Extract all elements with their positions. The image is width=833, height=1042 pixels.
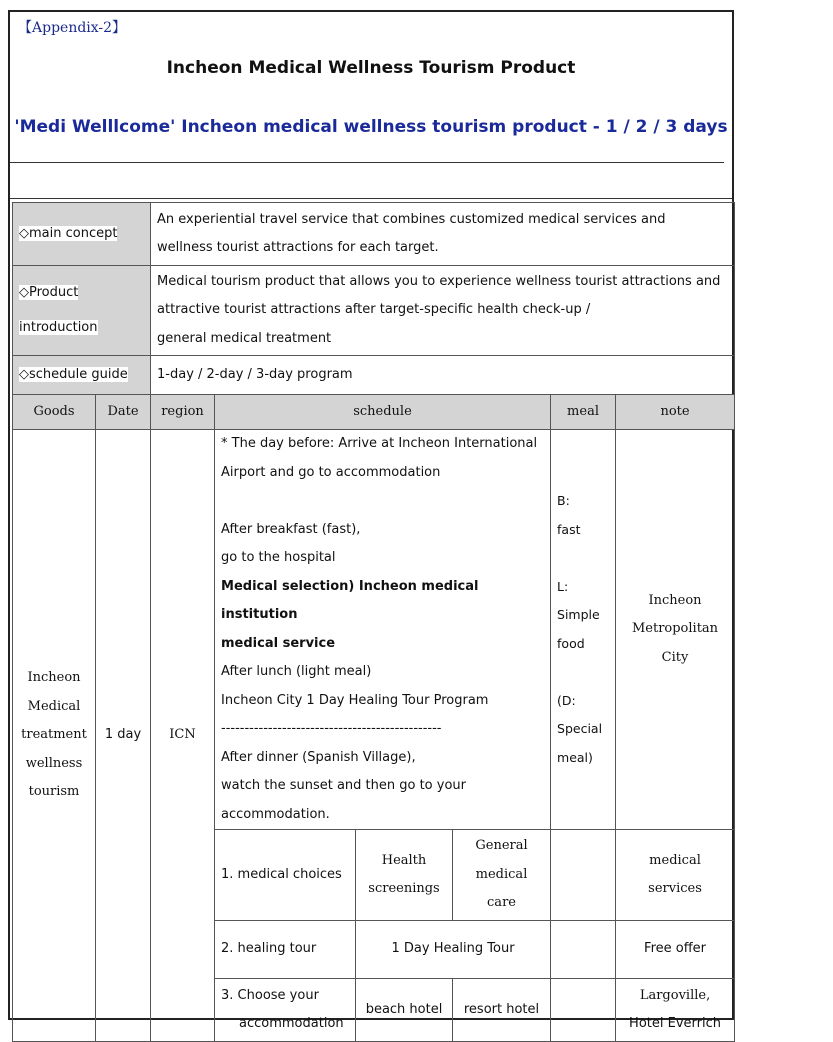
document-page: [8, 10, 734, 1031]
appendix-label: 【Appendix-2】: [18, 20, 127, 36]
info-label: ◇Product introduction: [13, 266, 151, 356]
divider: [10, 198, 732, 199]
info-row-schedule: [13, 356, 735, 395]
option-cell: Health screenings: [356, 830, 453, 921]
header-note: note: [616, 395, 735, 430]
table-row: [13, 430, 735, 830]
info-row-introduction: [13, 266, 735, 356]
header-schedule: schedule: [215, 395, 551, 430]
meal-cell: [551, 979, 616, 1042]
note-cell: Free offer: [616, 921, 735, 979]
header-meal: meal: [551, 395, 616, 430]
divider: [10, 162, 724, 163]
header-region: region: [151, 395, 215, 430]
option-cell: resort hotel: [453, 979, 551, 1042]
meal-cell: [551, 830, 616, 921]
meal-cell: [551, 921, 616, 979]
product-table: [12, 202, 735, 1042]
schedule-cell: * The day before: Arrive at Incheon International Airport and go to accommodation After breakfast (fast), go to the hospital Medical selection) Incheon medical institution medical service After lunch (light meal) Incheon City 1 Day Healing Tour Program ----------------------------------------------- After dinner (Spanish Village), watch the sunset and then go to your accommodation.: [215, 430, 551, 830]
info-value: Medical tourism product that allows you to experience wellness tourist attractions and attractive tourist attractions after target-specific health check-up / general medical treatment: [151, 266, 735, 356]
note-cell: Incheon Metropolitan City: [616, 430, 735, 830]
info-row-concept: [13, 203, 735, 266]
meal-cell: B: fast L: Simple food (D: Special meal): [551, 430, 616, 830]
header-goods: Goods: [13, 395, 96, 430]
info-label: ◇schedule guide: [13, 356, 151, 395]
healing-tour-cell: 2. healing tour: [215, 921, 356, 979]
option-cell: General medical care: [453, 830, 551, 921]
header-date: Date: [96, 395, 151, 430]
note-cell: medical services: [616, 830, 735, 921]
info-label: ◇main concept: [13, 203, 151, 266]
option-cell: 1 Day Healing Tour: [356, 921, 551, 979]
medical-choices-cell: 1. medical choices: [215, 830, 356, 921]
accommodation-cell: 3. Choose your accommodation: [215, 979, 356, 1042]
document-title: Incheon Medical Wellness Tourism Product: [166, 58, 576, 78]
region-cell: ICN: [151, 430, 215, 1042]
note-cell: Largoville, Hotel Everrich: [616, 979, 735, 1042]
info-value: An experiential travel service that combines customized medical services and wellness tourist attractions for each target.: [151, 203, 735, 266]
document-subtitle: 'Medi Welllcome' Incheon medical wellness tourism product - 1 / 2 / 3 days: [14, 117, 728, 137]
option-cell: beach hotel: [356, 979, 453, 1042]
table-header: [13, 395, 735, 430]
date-cell: 1 day: [96, 430, 151, 1042]
info-value: 1-day / 2-day / 3-day program: [151, 356, 735, 395]
goods-cell: Incheon Medical treatment wellness tourism: [13, 430, 96, 1042]
